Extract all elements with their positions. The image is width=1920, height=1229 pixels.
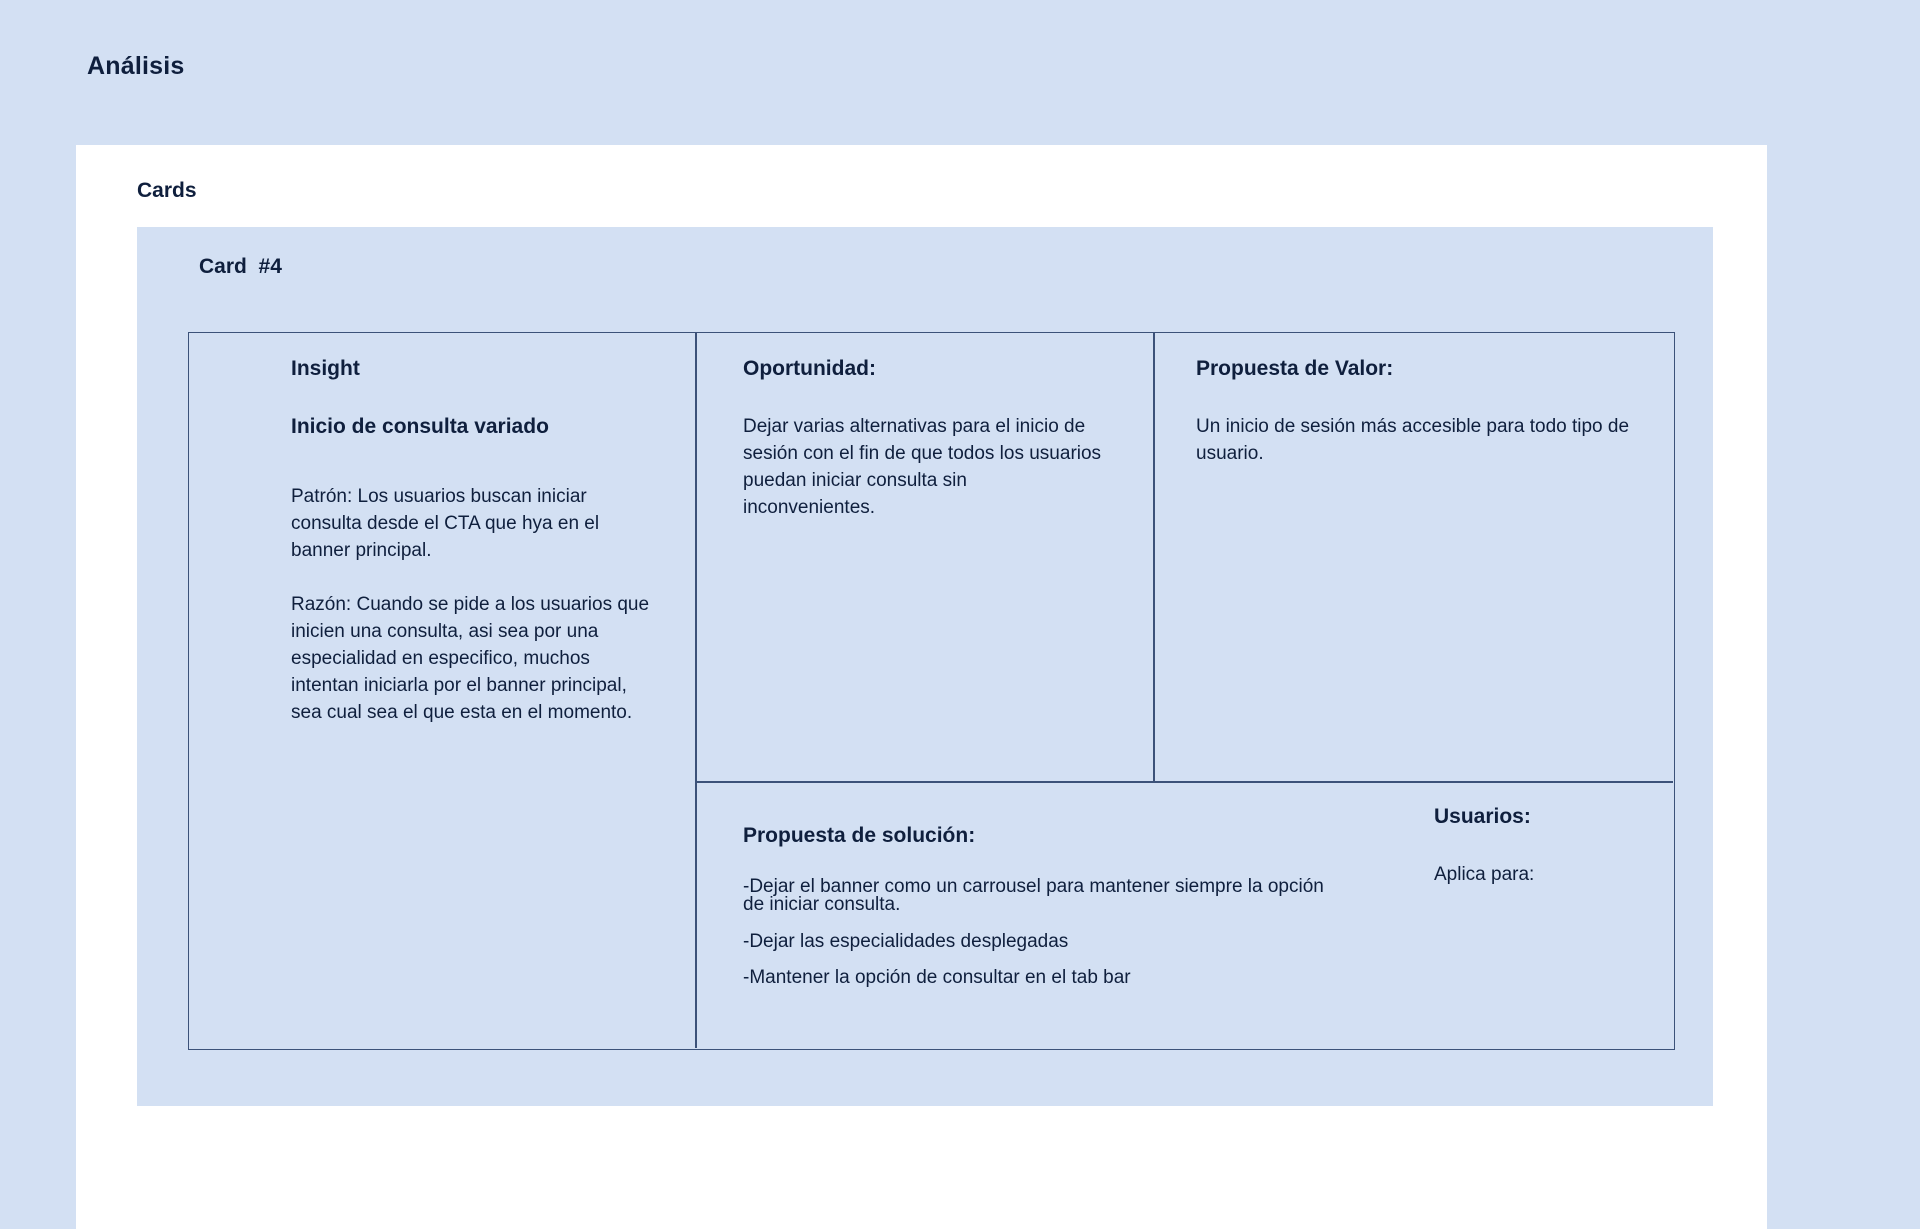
users-text: Aplica para: — [1434, 864, 1535, 885]
value-proposition-section — [1196, 355, 1646, 467]
insight-heading: Insight — [291, 357, 360, 380]
insight-pattern: Patrón: Los usuarios buscan iniciar consulta desde el CTA que hya en el banner principal. — [291, 486, 600, 561]
value-proposition-text: Un inicio de sesión más accesible para todo tipo de usuario. — [1196, 416, 1630, 464]
divider-vertical-insight — [695, 333, 697, 1048]
card-grid — [188, 332, 1675, 1050]
section-title: Cards — [137, 179, 197, 202]
cards-panel — [76, 145, 1767, 1229]
divider-horizontal — [695, 781, 1673, 783]
insight-subheading: Inicio de consulta variado — [291, 415, 549, 438]
solution-item: -Dejar el banner como un carrousel para mantener siempre la opción de iniciar consulta. — [743, 876, 1324, 915]
opportunity-heading: Oportunidad: — [743, 357, 876, 380]
users-heading: Usuarios: — [1434, 805, 1531, 828]
value-proposition-heading: Propuesta de Valor: — [1196, 357, 1394, 380]
divider-vertical-opportunity — [1153, 333, 1155, 782]
insight-section — [291, 355, 661, 726]
page-title: Análisis — [87, 52, 185, 80]
insight-reason: Razón: Cuando se pide a los usuarios que inicien una consulta, asi sea por una especialidad en especifico, muchos intentan iniciarla por el banner principal, sea cual sea el que esta en el momento. — [291, 594, 650, 723]
solution-item: -Mantener la opción de consultar en el tab bar — [743, 967, 1131, 988]
opportunity-section — [743, 355, 1103, 521]
solution-heading: Propuesta de solución: — [743, 824, 976, 847]
opportunity-text: Dejar varias alternativas para el inicio de sesión con el fin de que todos los usuarios puedan iniciar consulta sin inconvenientes. — [743, 416, 1102, 518]
solution-section — [743, 822, 1343, 987]
card — [137, 227, 1713, 1106]
users-section — [1434, 803, 1654, 888]
card-title: Card #4 — [199, 255, 282, 278]
solution-item: -Dejar las especialidades desplegadas — [743, 931, 1069, 952]
